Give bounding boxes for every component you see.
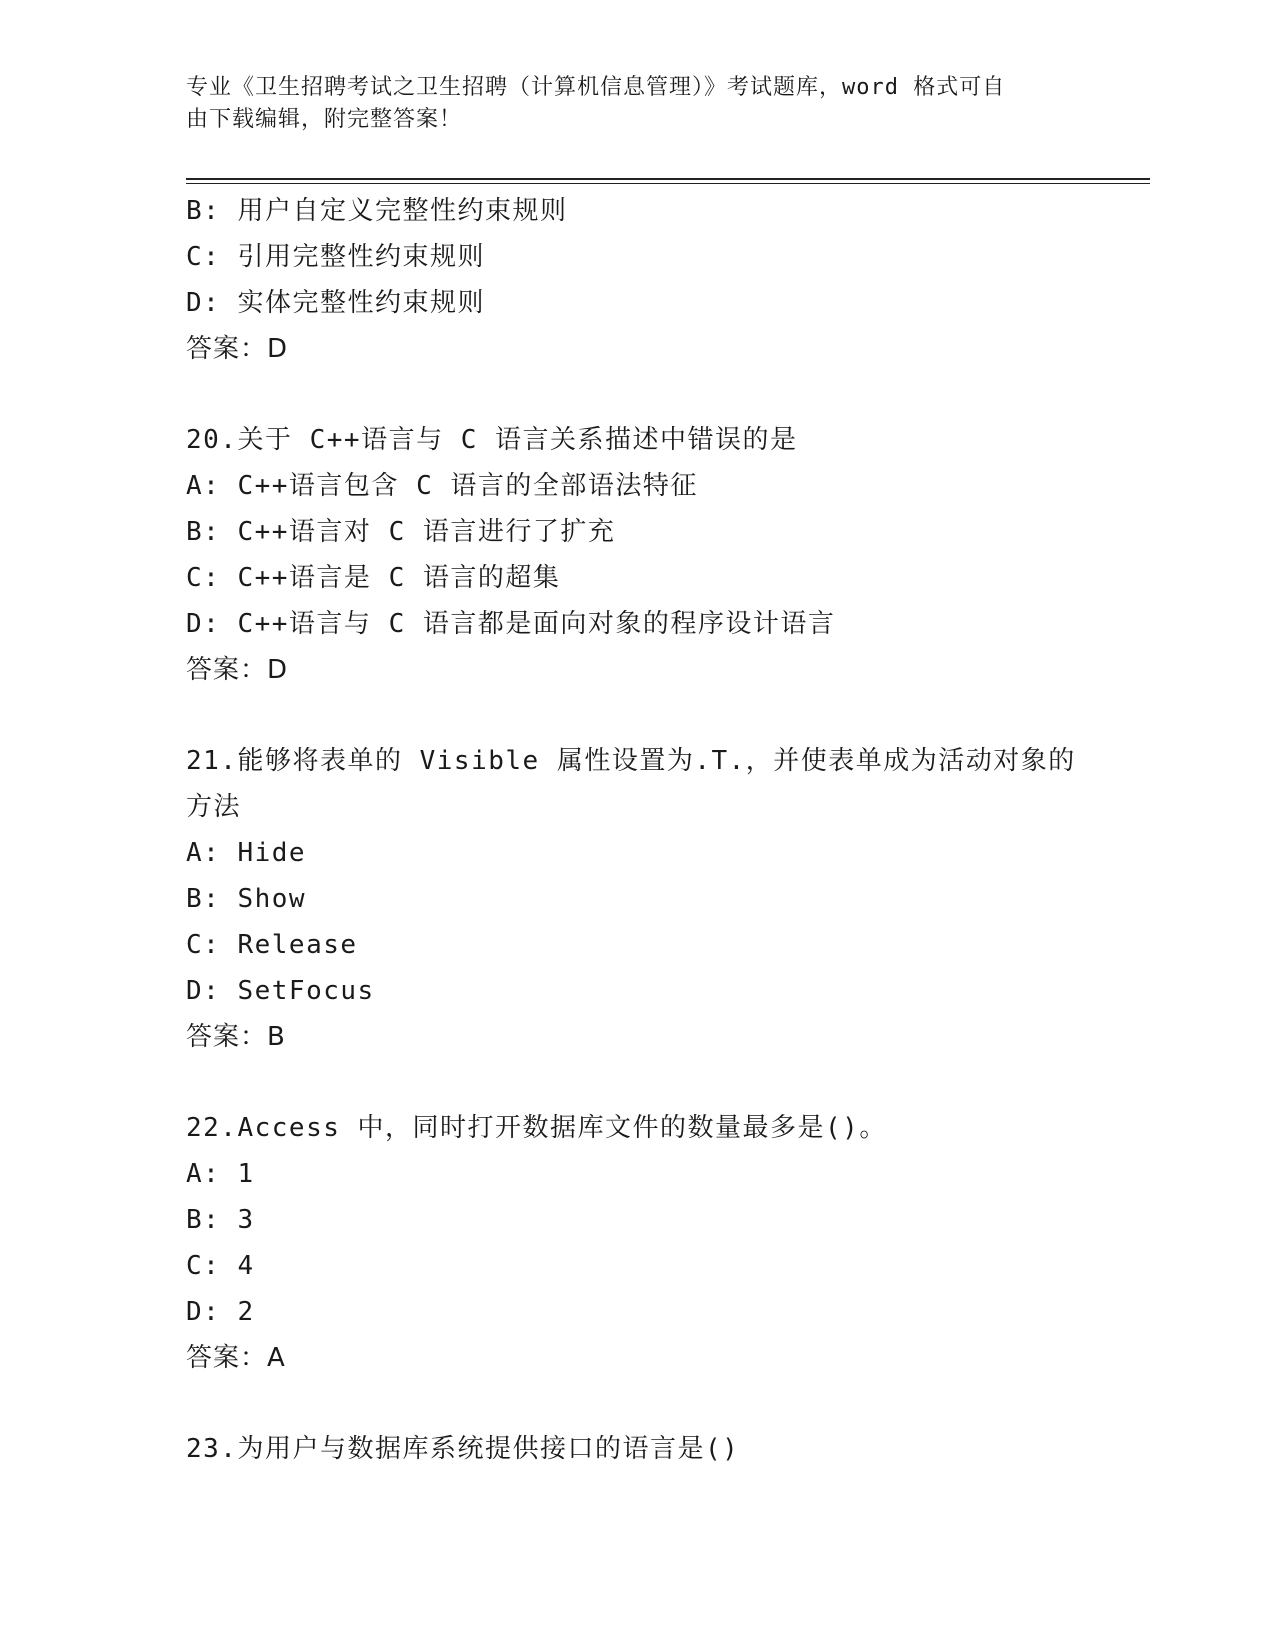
question-list — [186, 188, 1076, 1472]
q21-answer: 答案：B — [186, 1022, 286, 1052]
q21-question-line-2: 方法 — [186, 792, 242, 822]
spacer — [186, 1060, 1066, 1105]
question-23-block — [186, 1426, 1066, 1472]
q20-option-d: D: C++语言与 C 语言都是面向对象的程序设计语言 — [186, 609, 836, 639]
q22-question: 22.Access 中，同时打开数据库文件的数量最多是()。 — [186, 1113, 887, 1143]
q22-option-d: D: 2 — [186, 1297, 255, 1327]
q22-option-b: B: 3 — [186, 1205, 255, 1235]
header-line-1: 专业《卫生招聘考试之卫生招聘（计算机信息管理）》考试题库，word 格式可自 — [186, 75, 1006, 100]
q22-answer: 答案：A — [186, 1343, 286, 1373]
q22-option-c: C: 4 — [186, 1251, 255, 1281]
q22-option-a: A: 1 — [186, 1159, 255, 1189]
spacer — [186, 372, 1066, 417]
header-line-2: 由下载编辑，附完整答案！ — [186, 107, 463, 132]
q19-answer: 答案：D — [186, 334, 289, 364]
q20-option-b: B: C++语言对 C 语言进行了扩充 — [186, 517, 616, 547]
header-divider-thin — [186, 183, 1150, 184]
spacer — [186, 1381, 1066, 1426]
q21-option-c: C: Release — [186, 930, 358, 960]
question-22-block — [186, 1105, 1066, 1381]
question-21-block — [186, 738, 1076, 1060]
q19-option-c: C: 引用完整性约束规则 — [186, 242, 485, 272]
q21-option-d: D: SetFocus — [186, 976, 375, 1006]
q23-question: 23.为用户与数据库系统提供接口的语言是() — [186, 1434, 740, 1464]
question-19-block — [186, 188, 1066, 372]
q21-option-a: A: Hide — [186, 838, 307, 868]
document-header — [186, 72, 1066, 136]
header-divider-thick — [186, 178, 1150, 180]
spacer — [186, 693, 1066, 738]
q20-question: 20.关于 C++语言与 C 语言关系描述中错误的是 — [186, 425, 798, 455]
q20-option-c: C: C++语言是 C 语言的超集 — [186, 563, 561, 593]
q21-option-b: B: Show — [186, 884, 307, 914]
q20-option-a: A: C++语言包含 C 语言的全部语法特征 — [186, 471, 698, 501]
q21-question-line-1: 21.能够将表单的 Visible 属性设置为.T.，并使表单成为活动对象的 — [186, 746, 1076, 776]
q19-option-d: D: 实体完整性约束规则 — [186, 288, 485, 318]
q19-option-b: B: 用户自定义完整性约束规则 — [186, 196, 568, 226]
q20-answer: 答案：D — [186, 655, 289, 685]
question-20-block — [186, 417, 1066, 693]
